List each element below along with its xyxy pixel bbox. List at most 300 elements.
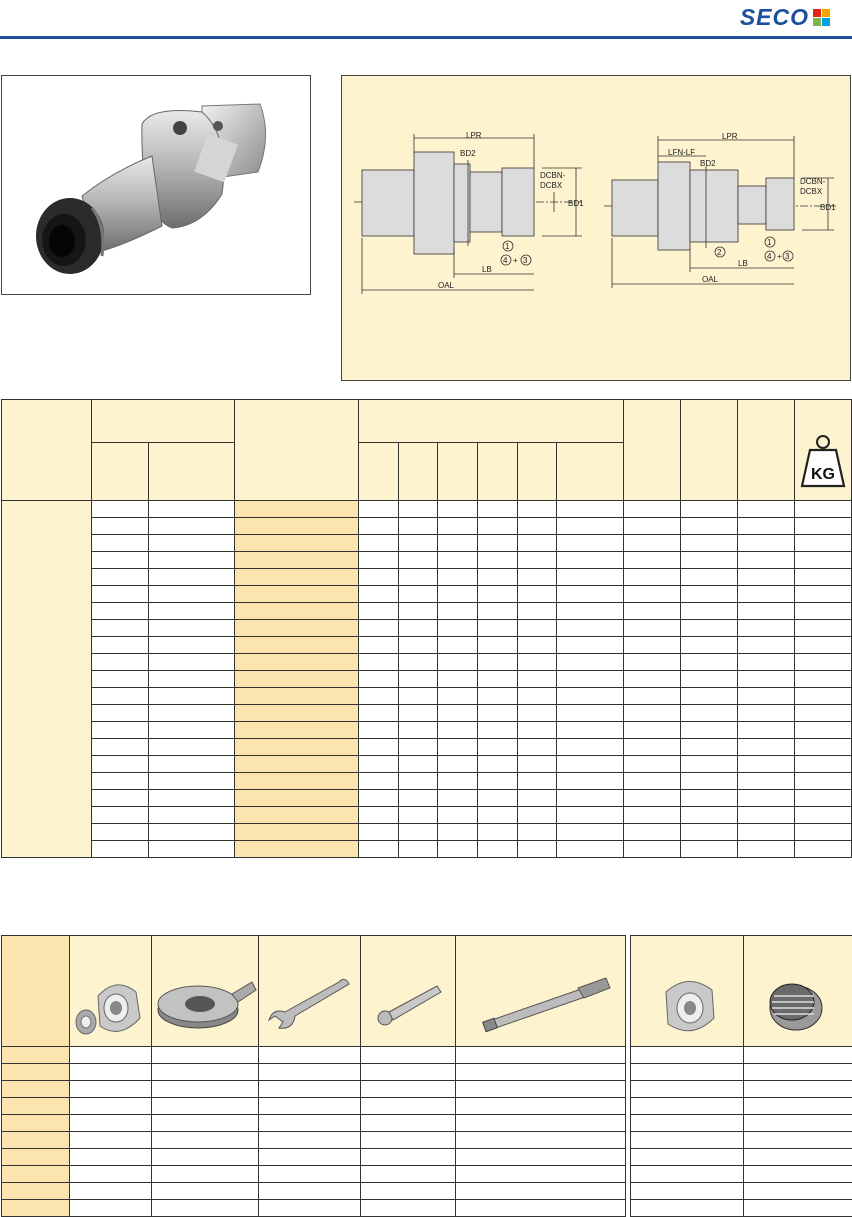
spec-cell — [681, 841, 738, 858]
accessory-table-right — [630, 935, 852, 1217]
header-cell-dim-b — [681, 400, 738, 501]
spec-cell — [518, 705, 557, 722]
spec-cell — [399, 637, 438, 654]
accessory-right-row — [631, 1081, 852, 1098]
accessory-cell — [70, 1183, 152, 1200]
accessory-header-row — [2, 936, 626, 1047]
spec-cell — [149, 688, 235, 705]
spec-cell — [478, 603, 518, 620]
accessory-cell — [2, 1166, 70, 1183]
spec-cell — [438, 688, 478, 705]
spec-cell — [149, 739, 235, 756]
accessory-right-cell — [631, 1064, 744, 1081]
spec-cell — [518, 807, 557, 824]
right-dcbx-label: DCBX — [800, 187, 823, 196]
spec-cell — [557, 671, 624, 688]
spec-cell — [557, 501, 624, 518]
spec-cell — [681, 603, 738, 620]
spec-cell — [149, 722, 235, 739]
accessory-cell — [361, 1115, 456, 1132]
acc-header-torque-key — [361, 936, 456, 1047]
acc-header-code — [2, 936, 70, 1047]
spec-cell — [438, 824, 478, 841]
spec-cell — [149, 586, 235, 603]
accessory-cell — [2, 1047, 70, 1064]
spec-cell — [399, 620, 438, 637]
spec-cell — [149, 756, 235, 773]
accessory-right-row — [631, 1200, 852, 1217]
spec-cell — [478, 773, 518, 790]
accessory-right-cell — [631, 1166, 744, 1183]
header-cell-d3 — [438, 443, 478, 501]
spec-cell — [795, 603, 852, 620]
spec-cell — [399, 518, 438, 535]
spec-cell — [235, 841, 359, 858]
spec-cell — [359, 688, 399, 705]
spec-cell — [92, 756, 149, 773]
spec-cell — [557, 552, 624, 569]
drawing-left — [354, 134, 582, 294]
spec-cell — [359, 620, 399, 637]
spec-row — [2, 705, 852, 722]
spec-cell — [359, 705, 399, 722]
accessory-cell — [70, 1132, 152, 1149]
acc-header-clamping-ring — [152, 936, 259, 1047]
accessory-right-row — [631, 1166, 852, 1183]
spec-row — [2, 688, 852, 705]
spec-cell — [359, 671, 399, 688]
spec-cell — [681, 620, 738, 637]
spec-row — [2, 841, 852, 858]
spec-cell — [681, 569, 738, 586]
spec-cell — [149, 790, 235, 807]
spec-cell — [681, 824, 738, 841]
accessory-right-cell — [631, 1132, 744, 1149]
spec-cell — [235, 637, 359, 654]
spec-cell — [92, 688, 149, 705]
spec-cell — [92, 773, 149, 790]
left-lb-label: LB — [482, 265, 492, 274]
spec-cell — [149, 824, 235, 841]
accessory-cell — [70, 1047, 152, 1064]
spec-cell — [399, 790, 438, 807]
accessory-cell — [152, 1098, 259, 1115]
accessory-right-cell — [631, 1115, 744, 1132]
spec-cell — [518, 518, 557, 535]
spec-cell — [399, 552, 438, 569]
spec-cell — [235, 518, 359, 535]
spec-cell — [557, 688, 624, 705]
accessory-cell — [361, 1064, 456, 1081]
accessory-cell — [259, 1115, 361, 1132]
spec-cell — [738, 773, 795, 790]
spec-cell — [92, 807, 149, 824]
spec-cell — [399, 739, 438, 756]
accessory-right-cell — [744, 1183, 852, 1200]
spec-cell — [478, 807, 518, 824]
spec-cell — [92, 518, 149, 535]
spec-cell — [518, 552, 557, 569]
spec-cell — [557, 722, 624, 739]
spec-cell — [235, 569, 359, 586]
spec-row — [2, 620, 852, 637]
spec-cell — [518, 739, 557, 756]
acc-header-collet-nut — [70, 936, 152, 1047]
spec-cell — [478, 824, 518, 841]
spec-cell — [557, 807, 624, 824]
spec-cell — [795, 773, 852, 790]
spec-cell — [681, 722, 738, 739]
accessory-cell — [361, 1200, 456, 1217]
spec-cell — [795, 552, 852, 569]
spec-cell — [92, 637, 149, 654]
spec-cell — [149, 535, 235, 552]
accessory-row — [2, 1047, 626, 1064]
spec-cell — [399, 535, 438, 552]
spec-cell — [795, 824, 852, 841]
right-dcbn-label: DCBN- — [800, 177, 826, 186]
spec-cell — [557, 739, 624, 756]
left-oal-label: OAL — [438, 281, 455, 290]
spec-cell — [235, 552, 359, 569]
accessory-cell — [259, 1149, 361, 1166]
left-lpr-label: LPR — [466, 131, 482, 140]
accessory-cell — [361, 1098, 456, 1115]
accessory-cell — [152, 1132, 259, 1149]
spec-cell — [624, 535, 681, 552]
spec-cell — [92, 535, 149, 552]
spec-cell — [438, 654, 478, 671]
spec-cell — [738, 722, 795, 739]
spec-cell — [149, 671, 235, 688]
spec-cell — [738, 756, 795, 773]
spec-cell — [149, 518, 235, 535]
left-dcbn-label: DCBN- — [540, 171, 566, 180]
spec-cell — [149, 569, 235, 586]
right-lpr-label: LPR — [722, 132, 738, 141]
technical-drawing — [341, 75, 851, 381]
spec-cell — [681, 705, 738, 722]
spec-cell — [681, 790, 738, 807]
spec-cell — [624, 773, 681, 790]
spec-cell — [795, 756, 852, 773]
spec-cell — [92, 569, 149, 586]
spec-cell — [557, 535, 624, 552]
spec-cell — [92, 501, 149, 518]
spec-cell — [399, 841, 438, 858]
spec-cell — [624, 569, 681, 586]
accessory-cell — [361, 1183, 456, 1200]
spec-cell — [681, 773, 738, 790]
spec-cell — [738, 501, 795, 518]
spec-cell — [795, 671, 852, 688]
spec-cell — [795, 654, 852, 671]
spec-cell — [92, 654, 149, 671]
spec-cell — [92, 586, 149, 603]
spec-cell — [92, 824, 149, 841]
spec-cell — [518, 841, 557, 858]
spec-cell — [359, 535, 399, 552]
spec-cell — [359, 841, 399, 858]
accessory-cell — [361, 1132, 456, 1149]
accessory-cell — [152, 1115, 259, 1132]
spec-cell — [738, 518, 795, 535]
spec-cell — [681, 637, 738, 654]
spec-cell — [518, 773, 557, 790]
spec-cell — [738, 552, 795, 569]
clamping-ring-icon — [152, 936, 257, 1044]
accessory-cell — [456, 1081, 626, 1098]
spec-cell — [795, 705, 852, 722]
accessory-cell — [152, 1064, 259, 1081]
acc-header-collet-nut-2 — [631, 936, 744, 1047]
spec-cell — [92, 671, 149, 688]
spec-cell — [795, 501, 852, 518]
spec-row — [2, 637, 852, 654]
accessory-row — [2, 1081, 626, 1098]
header-cell-a1 — [92, 443, 149, 501]
accessory-cell — [361, 1081, 456, 1098]
spec-cell — [149, 501, 235, 518]
spec-cell — [438, 620, 478, 637]
spec-row — [2, 824, 852, 841]
spec-cell — [399, 688, 438, 705]
spec-cell — [518, 654, 557, 671]
spec-cell — [738, 824, 795, 841]
spec-cell — [359, 552, 399, 569]
spec-cell — [624, 841, 681, 858]
spec-row — [2, 756, 852, 773]
spec-header-row-1 — [2, 400, 852, 443]
acc-header-collet — [744, 936, 852, 1047]
right-callout-3: 3 — [785, 252, 790, 261]
spec-row — [2, 569, 852, 586]
accessory-cell — [2, 1081, 70, 1098]
spec-cell — [518, 637, 557, 654]
spec-cell — [438, 671, 478, 688]
accessory-cell — [456, 1166, 626, 1183]
spec-cell — [518, 620, 557, 637]
accessory-cell — [259, 1183, 361, 1200]
spec-cell — [557, 654, 624, 671]
accessory-right-row — [631, 1064, 852, 1081]
spec-cell — [438, 841, 478, 858]
accessory-cell — [456, 1200, 626, 1217]
spec-cell — [399, 569, 438, 586]
header-cell-d5 — [518, 443, 557, 501]
spec-cell — [399, 705, 438, 722]
spec-row — [2, 603, 852, 620]
accessory-cell — [456, 1149, 626, 1166]
spec-cell — [738, 637, 795, 654]
spec-cell — [624, 603, 681, 620]
spec-cell — [738, 705, 795, 722]
spec-cell — [359, 637, 399, 654]
spec-cell — [438, 756, 478, 773]
spec-cell — [478, 586, 518, 603]
spec-cell — [399, 824, 438, 841]
header-cell-code — [2, 400, 92, 501]
header-cell-d2 — [399, 443, 438, 501]
spec-cell — [438, 518, 478, 535]
spec-cell — [478, 569, 518, 586]
accessory-right-cell — [631, 1200, 744, 1217]
left-bd1-label: BD1 — [568, 199, 584, 208]
accessory-right-row — [631, 1115, 852, 1132]
spec-row — [2, 501, 852, 518]
accessory-cell — [152, 1081, 259, 1098]
spec-cell — [795, 807, 852, 824]
spec-cell — [399, 603, 438, 620]
spec-cell — [478, 841, 518, 858]
accessory-right-row — [631, 1132, 852, 1149]
header-cell-dim-c — [738, 400, 795, 501]
accessory-right-cell — [744, 1081, 852, 1098]
accessory-row — [2, 1166, 626, 1183]
accessory-cell — [152, 1166, 259, 1183]
accessory-cell — [152, 1047, 259, 1064]
accessory-cell — [456, 1132, 626, 1149]
spec-table — [1, 399, 852, 858]
logo-squares-icon — [813, 9, 830, 26]
spec-cell — [478, 688, 518, 705]
collet-icon — [744, 936, 850, 1044]
spec-cell — [738, 586, 795, 603]
accessory-cell — [361, 1166, 456, 1183]
spec-cell — [92, 620, 149, 637]
accessory-cell — [259, 1166, 361, 1183]
left-plus: + — [513, 256, 518, 265]
accessory-table — [1, 935, 626, 1217]
collet-nut-with-gear-icon — [70, 936, 150, 1044]
spec-cell — [681, 552, 738, 569]
torque-wrench-icon — [456, 936, 624, 1044]
spec-cell — [557, 620, 624, 637]
spec-cell — [795, 535, 852, 552]
spec-cell — [738, 569, 795, 586]
spec-cell — [235, 620, 359, 637]
spec-cell — [478, 705, 518, 722]
spec-cell — [235, 654, 359, 671]
left-callout-1: 1 — [505, 242, 510, 251]
wrench-icon — [259, 936, 359, 1044]
spec-cell — [681, 688, 738, 705]
spec-cell — [235, 824, 359, 841]
accessory-row — [2, 1115, 626, 1132]
spec-cell — [235, 705, 359, 722]
spec-group-cell — [2, 501, 92, 858]
accessory-cell — [456, 1047, 626, 1064]
accessory-row — [2, 1064, 626, 1081]
spec-cell — [624, 807, 681, 824]
spec-cell — [359, 722, 399, 739]
spec-cell — [92, 790, 149, 807]
right-bd1-label: BD1 — [820, 203, 836, 212]
spec-cell — [478, 671, 518, 688]
spec-cell — [478, 654, 518, 671]
spec-cell — [438, 773, 478, 790]
left-dcbx-label: DCBX — [540, 181, 563, 190]
spec-cell — [795, 739, 852, 756]
spec-cell — [795, 586, 852, 603]
spec-cell — [681, 756, 738, 773]
product-photo — [1, 75, 311, 295]
spec-cell — [518, 535, 557, 552]
accessory-cell — [456, 1064, 626, 1081]
spec-cell — [738, 807, 795, 824]
spec-cell — [518, 790, 557, 807]
accessory-cell — [70, 1166, 152, 1183]
tool-holder-image-icon — [2, 76, 310, 294]
accessory-cell — [152, 1183, 259, 1200]
spec-cell — [557, 756, 624, 773]
accessory-right-row — [631, 1098, 852, 1115]
spec-cell — [359, 824, 399, 841]
spec-cell — [149, 705, 235, 722]
spec-cell — [438, 603, 478, 620]
accessory-right-row — [631, 1183, 852, 1200]
spec-cell — [557, 773, 624, 790]
weight-icon — [800, 434, 846, 490]
spec-cell — [624, 790, 681, 807]
spec-cell — [359, 773, 399, 790]
accessory-right-header-row — [631, 936, 852, 1047]
header-cell-weight — [795, 400, 852, 501]
spec-cell — [438, 552, 478, 569]
spec-cell — [557, 841, 624, 858]
spec-cell — [359, 807, 399, 824]
seco-logo — [740, 4, 830, 31]
spec-cell — [359, 739, 399, 756]
spec-cell — [518, 722, 557, 739]
spec-cell — [235, 671, 359, 688]
accessory-cell — [70, 1081, 152, 1098]
accessory-cell — [70, 1064, 152, 1081]
left-callout-3: 3 — [523, 256, 528, 265]
header-cell-d4 — [478, 443, 518, 501]
accessory-cell — [259, 1081, 361, 1098]
spec-cell — [557, 518, 624, 535]
accessory-cell — [2, 1200, 70, 1217]
weight-icon-label: KG — [811, 466, 836, 483]
spec-cell — [624, 688, 681, 705]
right-callout-4: 4 — [767, 252, 772, 261]
spec-cell — [359, 501, 399, 518]
spec-cell — [681, 739, 738, 756]
accessory-cell — [2, 1098, 70, 1115]
spec-cell — [438, 722, 478, 739]
spec-cell — [399, 807, 438, 824]
spec-cell — [399, 654, 438, 671]
spec-cell — [795, 620, 852, 637]
accessory-cell — [70, 1115, 152, 1132]
accessory-cell — [152, 1149, 259, 1166]
spec-cell — [92, 552, 149, 569]
spec-cell — [518, 671, 557, 688]
spec-cell — [681, 807, 738, 824]
spec-cell — [795, 518, 852, 535]
accessory-row — [2, 1098, 626, 1115]
spec-cell — [399, 756, 438, 773]
spec-cell — [92, 722, 149, 739]
accessory-right-cell — [744, 1200, 852, 1217]
spec-cell — [438, 586, 478, 603]
spec-cell — [478, 518, 518, 535]
spec-row — [2, 722, 852, 739]
spec-cell — [518, 569, 557, 586]
header-cell-d1 — [359, 443, 399, 501]
accessory-cell — [259, 1132, 361, 1149]
